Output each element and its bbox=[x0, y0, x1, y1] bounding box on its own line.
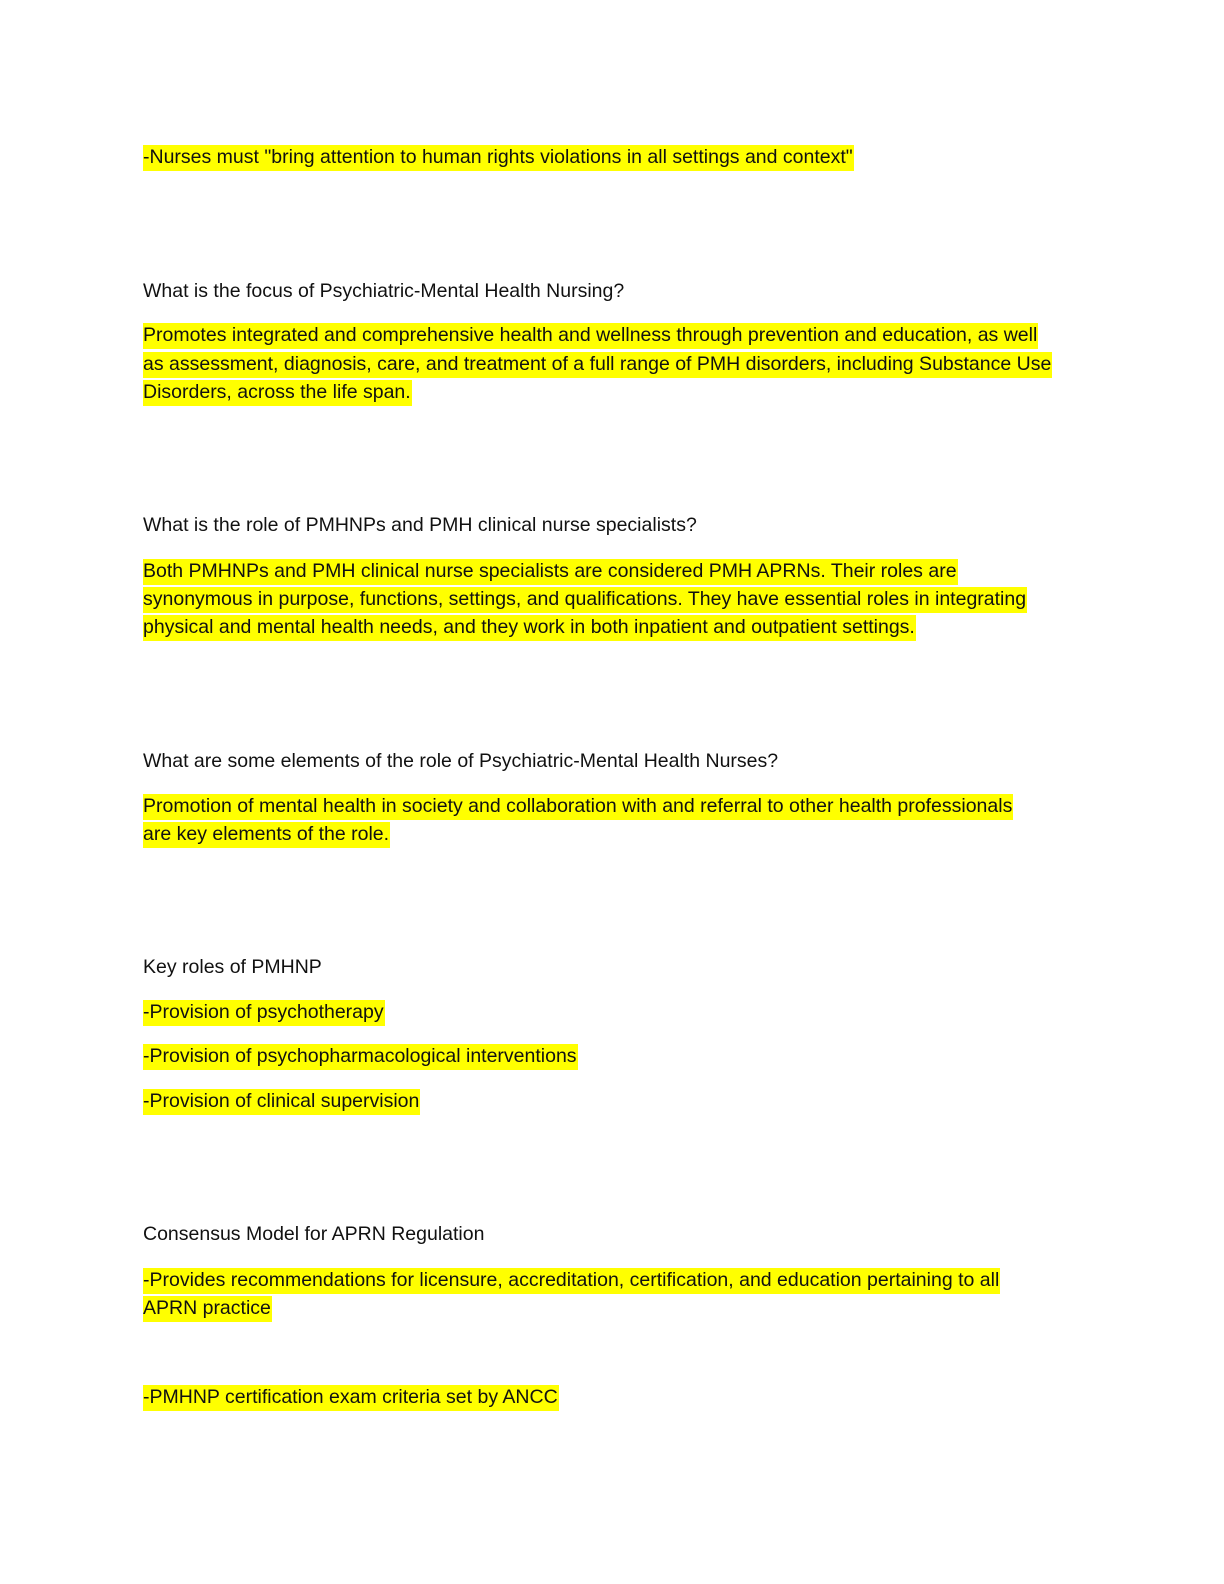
answer-text bbox=[143, 1266, 1000, 1294]
highlighted-text: physical and mental health needs, and they work in both inpatient and outpatient settings. bbox=[143, 615, 916, 641]
question-heading: What are some elements of the role of Psychiatric-Mental Health Nurses? bbox=[143, 750, 779, 772]
highlighted-text: -Provides recommendations for licensure, accreditation, certification, and education pertaining to all bbox=[143, 1268, 1000, 1294]
list-item bbox=[143, 998, 385, 1026]
highlighted-text: Promotion of mental health in society and collaboration with and referral to other health professionals bbox=[143, 794, 1013, 820]
highlighted-text: -Provision of clinical supervision bbox=[143, 1089, 420, 1115]
list-item bbox=[143, 1042, 578, 1070]
answer-text bbox=[143, 820, 390, 848]
answer-text bbox=[143, 613, 916, 641]
answer-text bbox=[143, 1294, 272, 1322]
question-heading: What is the role of PMHNPs and PMH clinical nurse specialists? bbox=[143, 514, 697, 536]
highlighted-text: -Provision of psychopharmacological interventions bbox=[143, 1044, 578, 1070]
answer-text bbox=[143, 792, 1013, 820]
highlighted-text: as assessment, diagnosis, care, and treatment of a full range of PMH disorders, including Substance Use bbox=[143, 352, 1052, 378]
highlighted-text: are key elements of the role. bbox=[143, 822, 390, 848]
highlighted-text: -Provision of psychotherapy bbox=[143, 1000, 385, 1026]
highlighted-text: Disorders, across the life span. bbox=[143, 380, 412, 406]
highlighted-text: -PMHNP certification exam criteria set by ANCC bbox=[143, 1385, 559, 1411]
answer-text bbox=[143, 350, 1052, 378]
highlighted-text: Both PMHNPs and PMH clinical nurse specialists are considered PMH APRNs. Their roles are bbox=[143, 559, 958, 585]
highlighted-text: -Nurses must "bring attention to human rights violations in all settings and context" bbox=[143, 145, 854, 171]
question-heading: Key roles of PMHNP bbox=[143, 956, 322, 978]
question-heading: What is the focus of Psychiatric-Mental Health Nursing? bbox=[143, 280, 625, 302]
question-heading: Consensus Model for APRN Regulation bbox=[143, 1223, 485, 1245]
answer-text bbox=[143, 378, 412, 406]
highlighted-text: Promotes integrated and comprehensive health and wellness through prevention and education, as well bbox=[143, 323, 1038, 349]
answer-text bbox=[143, 321, 1038, 349]
answer-text bbox=[143, 1383, 559, 1411]
answer-text bbox=[143, 557, 958, 585]
answer-text bbox=[143, 585, 1027, 613]
list-item bbox=[143, 1087, 420, 1115]
answer-text bbox=[143, 143, 854, 171]
highlighted-text: APRN practice bbox=[143, 1296, 272, 1322]
highlighted-text: synonymous in purpose, functions, settings, and qualifications. They have essential roles in integrating bbox=[143, 587, 1027, 613]
